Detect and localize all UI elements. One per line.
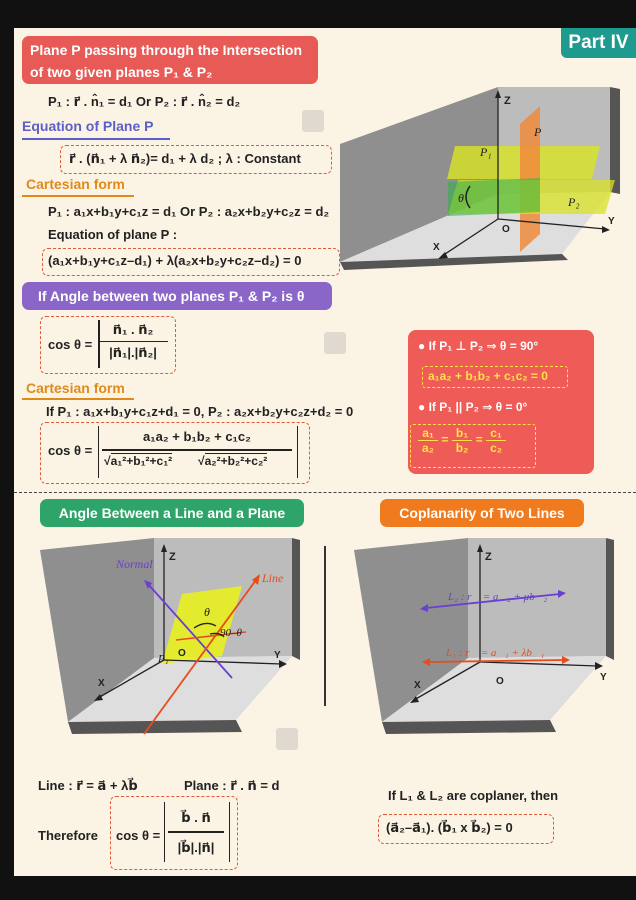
label-line: Line: [262, 571, 284, 585]
therefore-label: Therefore: [38, 828, 98, 843]
cartesian-eq-label: Equation of plane P :: [48, 227, 178, 242]
cartesian-heading: Cartesian form: [26, 176, 125, 192]
cos-line-plane-bar: [168, 831, 224, 833]
cartesian-planes-given: If P₁ : a₁x+b₁y+c₁z+d₁ = 0, P₂ : a₂x+b₂y+c₂z+d₂ = 0: [46, 404, 354, 419]
sqrt-1: √a₁²+b₁²+c₁²: [104, 454, 173, 468]
coplanar-condition: If L₁ & L₂ are coplaner, then: [388, 788, 559, 803]
label-y: Y: [600, 672, 607, 683]
part-label: Part IV: [561, 28, 636, 58]
sqrt-1-radicand: a₁²+b₁²+c₁²: [110, 454, 173, 468]
cartesian-given: P₁ : a₁x+b₁y+c₁z = d₁ Or P₂ : a₂x+b₂y+c₂z = d₂: [48, 204, 330, 219]
section-divider: [14, 492, 636, 493]
label-o: O: [178, 648, 186, 659]
ratio-c2: c₂: [490, 441, 503, 455]
label-p1: P₁: [480, 145, 492, 159]
intersecting-planes-diagram: [330, 84, 620, 284]
wall-edge: [610, 87, 620, 194]
line-plane-diagram: [36, 536, 302, 754]
title-line-2: of two given planes P₁ & P₂: [30, 64, 213, 80]
cos-vector-numerator: n⃗₁ . n⃗₂: [98, 320, 168, 342]
ratio-b2: b₂: [455, 441, 469, 455]
label-z: Z: [504, 95, 511, 107]
label-y: Y: [608, 216, 615, 227]
cos-vector-fraction: [98, 320, 168, 361]
title-line-1: Plane P passing through the Intersection: [30, 42, 303, 58]
perpendicular-eq: a₁a₂ + b₁b₂ + c₁c₂ = 0: [428, 369, 548, 383]
label-theta: θ: [204, 605, 210, 619]
label-x: X: [98, 678, 105, 689]
floor-edge: [68, 720, 242, 734]
label-p1: P₁: [158, 653, 169, 665]
cos-cartesian-bar: [102, 449, 292, 451]
section-title-line-plane: Angle Between a Line and a Plane: [40, 499, 304, 527]
ratio-b1: b₁: [452, 426, 472, 441]
sqrt-2: √a₂²+b₂²+c₂²: [198, 454, 268, 468]
watermark-icon: [276, 728, 298, 750]
column-separator: [324, 546, 326, 706]
cartesian-equation: (a₁x+b₁y+c₁z–d₁) + λ(a₂x+b₂y+c₂z–d₂) = 0: [48, 253, 302, 268]
label-y: Y: [274, 650, 281, 661]
cos-cartesian-numerator: a₁a₂ + b₁b₂ + c₁c₂: [143, 429, 251, 444]
section-title-intersection: [22, 36, 318, 84]
wall-edge: [606, 538, 614, 660]
label-z: Z: [485, 551, 492, 563]
parallel-case: ● If P₁ || P₂ ⇒ θ = 0°: [418, 400, 528, 414]
perpendicular-case: ● If P₁ ⊥ P₂ ⇒ θ = 90°: [418, 339, 539, 353]
label-l1: L₁ : r⃗ = a⃗₁ + λb⃗₁: [446, 647, 545, 659]
label-p2: P₂: [568, 195, 580, 209]
ratio-c1: c₁: [486, 426, 506, 441]
label-theta: θ: [458, 191, 464, 205]
watermark-icon: [302, 110, 324, 132]
label-o: O: [502, 224, 510, 235]
section-title-angle-planes: If Angle between two planes P₁ & P₂ is θ: [22, 282, 332, 310]
perpendicular-text: If P₁ ⊥ P₂ ⇒ θ = 90°: [428, 339, 539, 353]
equation-underline: [22, 138, 170, 140]
y-arrow: [602, 226, 610, 233]
cos-line-plane-numerator: b⃗ . n⃗: [181, 810, 211, 825]
cos-line-plane-lhs: cos θ =: [116, 828, 161, 843]
parallel-text: If P₁ || P₂ ⇒ θ = 0°: [428, 400, 528, 414]
label-x: X: [414, 680, 421, 691]
cartesian-underline-2: [22, 398, 134, 400]
cos-vector-denominator: |n⃗₁|.|n⃗₂|: [109, 345, 157, 360]
wall-edge: [292, 538, 300, 660]
given-planes: P₁ : r⃗ . n̂₁ = d₁ Or P₂ : r⃗ . n̂₂ = d₂: [48, 94, 241, 109]
label-x: X: [433, 242, 440, 253]
ratio-a1: a₁: [418, 426, 438, 441]
watermark-icon: [324, 332, 346, 354]
label-o: O: [496, 676, 504, 687]
ratio-a2: a₂: [422, 441, 435, 455]
label-normal: Normal: [116, 557, 153, 571]
line-equation: Line : r⃗ = a⃗ + λb⃗: [38, 778, 138, 793]
section-title-coplanarity: Coplanarity of Two Lines: [380, 499, 584, 527]
cos-line-plane-denominator: |b⃗|.|n⃗|: [177, 840, 215, 855]
label-l2: L₂ : r⃗ = a⃗₂ + μb⃗₂: [448, 591, 548, 603]
label-p: P: [534, 125, 542, 139]
floor-edge: [382, 720, 556, 734]
coplanar-equation: (a⃗₂–a⃗₁). (b⃗₁ x b⃗₂) = 0: [386, 820, 513, 835]
page: [14, 28, 636, 876]
plane-equation: Plane : r⃗ . n⃗ = d: [184, 778, 280, 793]
cartesian-underline: [22, 195, 134, 197]
equation-heading: Equation of Plane P: [22, 118, 154, 134]
label-z: Z: [169, 551, 176, 563]
cartesian-heading-2: Cartesian form: [26, 380, 125, 396]
label-comp: 90–θ: [220, 627, 242, 639]
cos-vector-lhs: cos θ =: [48, 337, 93, 352]
vector-equation: r⃗ . (n⃗₁ + λ n⃗₂)= d₁ + λ d₂ ; λ : Constant: [69, 151, 301, 166]
coplanarity-diagram: [350, 536, 616, 754]
cos-cartesian-lhs: cos θ =: [48, 443, 93, 458]
sqrt-2-radicand: a₂²+b₂²+c₂²: [204, 454, 268, 468]
parallel-eq: $\frac{\text{a₁}}{\text{a₂}}$ = $\frac{\text{b₁}}{\text{b₂}}$ = $\frac{\text{c₁}}{\text{c₂}}$: [418, 426, 506, 455]
